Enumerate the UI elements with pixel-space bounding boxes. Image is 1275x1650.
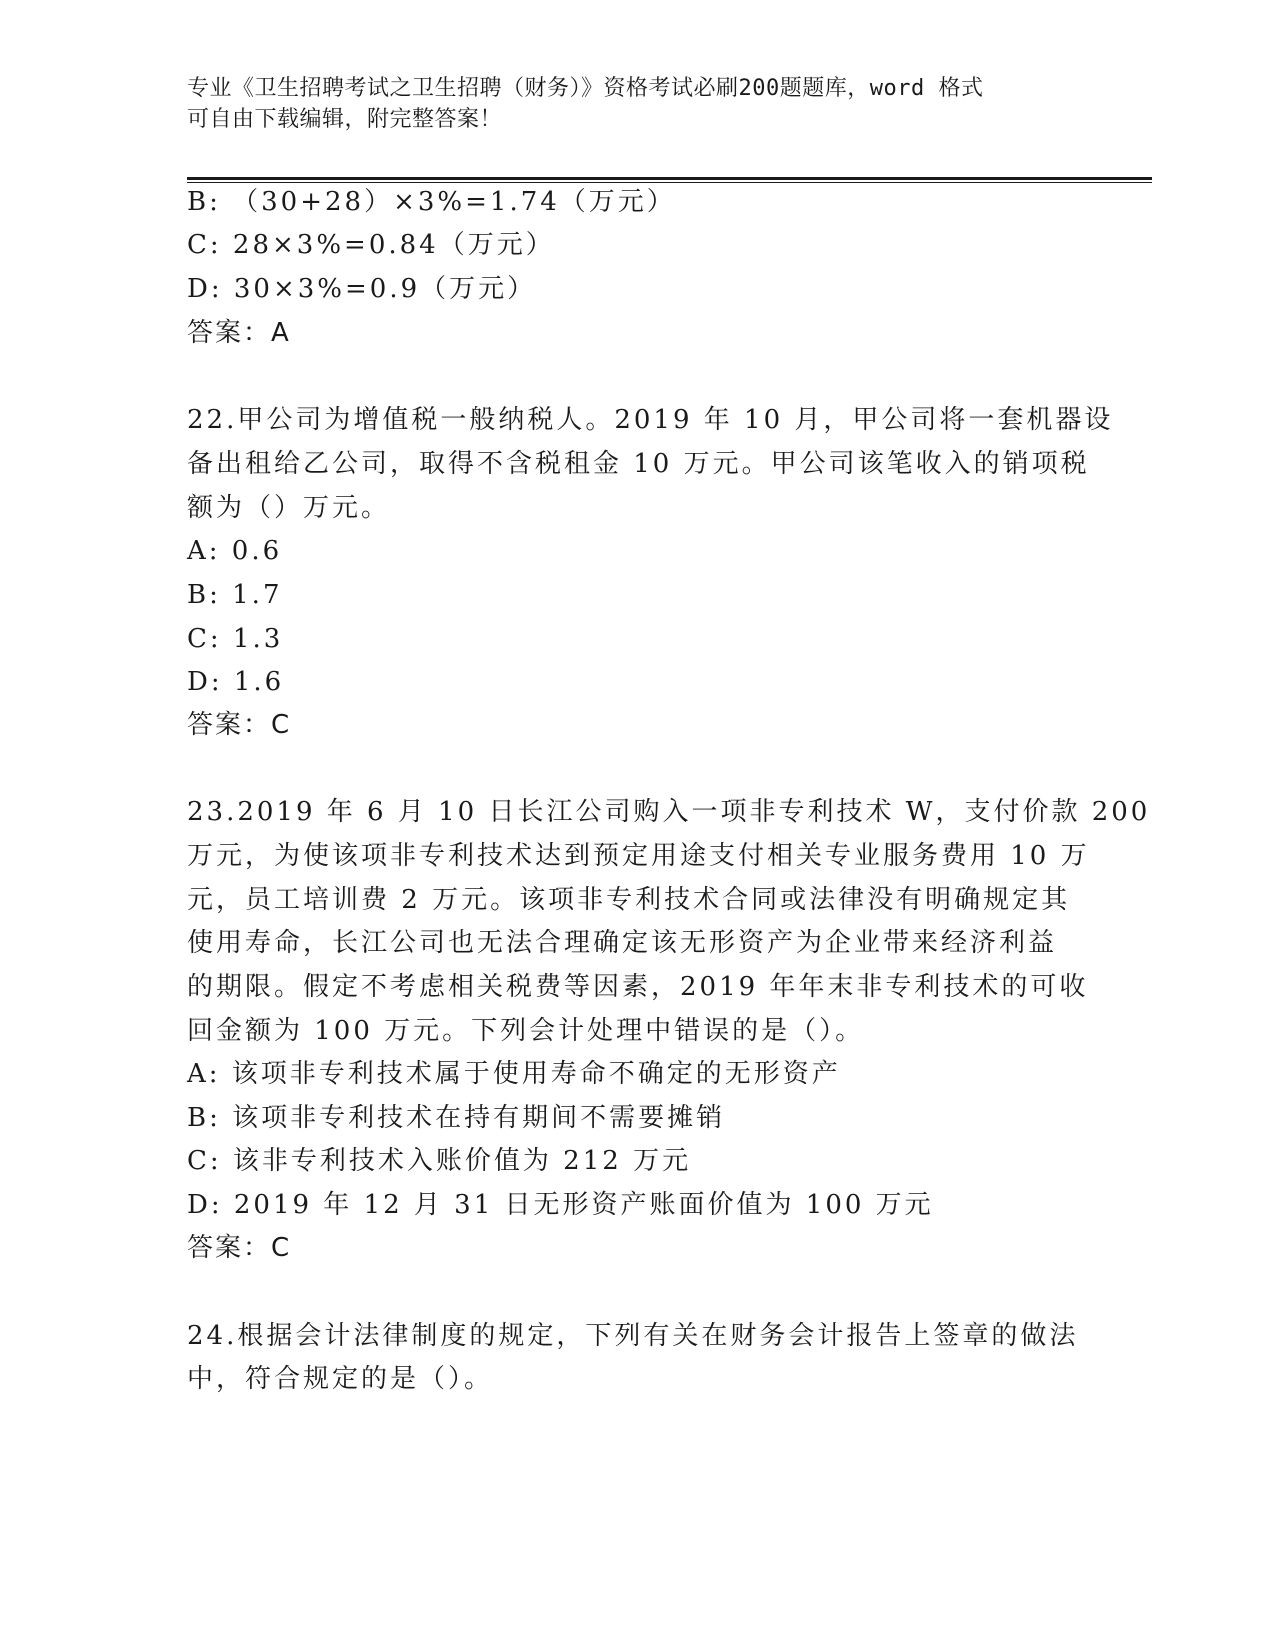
q21-option-c: C: 28×3%=0.84（万元）	[187, 230, 555, 260]
q22-option-b: B: 1.7	[187, 580, 283, 610]
q23-option-b: B: 该项非专利技术在持有期间不需要摊销	[187, 1103, 726, 1133]
q23-stem-line-3: 元，员工培训费 2 万元。该项非专利技术合同或法律没有明确规定其	[187, 885, 1071, 915]
q24-stem-line-2: 中，符合规定的是（）。	[187, 1364, 494, 1394]
header-divider-thick	[187, 177, 1152, 180]
q22-option-d: D: 1.6	[187, 667, 285, 697]
header-line-2: 可自由下载编辑，附完整答案！	[187, 107, 503, 132]
q23-stem-line-6: 回金额为 100 万元。下列会计处理中错误的是（）。	[187, 1016, 865, 1046]
q21-option-d: D: 30×3%=0.9（万元）	[187, 274, 537, 304]
q22-stem-line-2: 备出租给乙公司，取得不含税租金 10 万元。甲公司该笔收入的销项税	[187, 449, 1090, 479]
header-line-1: 专业《卫生招聘考试之卫生招聘（财务）》资格考试必刷200题题库，word 格式	[187, 76, 984, 101]
q23-stem-line-1: 23.2019 年 6 月 10 日长江公司购入一项非专利技术 W，支付价款 200	[187, 797, 1151, 827]
q23-stem-line-4: 使用寿命，长江公司也无法合理确定该无形资产为企业带来经济利益	[187, 928, 1058, 958]
q22-answer: 答案：C	[187, 710, 292, 740]
q23-option-c: C: 该非专利技术入账价值为 212 万元	[187, 1146, 692, 1176]
q23-stem-line-2: 万元，为使该项非专利技术达到预定用途支付相关专业服务费用 10 万	[187, 841, 1090, 871]
q22-stem-line-1: 22.甲公司为增值税一般纳税人。2019 年 10 月，甲公司将一套机器设	[187, 405, 1114, 435]
q22-option-c: C: 1.3	[187, 624, 284, 654]
page-header	[187, 73, 1067, 135]
q22-stem-line-3: 额为（）万元。	[187, 493, 391, 523]
q23-stem-line-5: 的期限。假定不考虑相关税费等因素，2019 年年末非专利技术的可收	[187, 972, 1089, 1002]
q22-option-a: A: 0.6	[187, 536, 283, 566]
q23-option-a: A: 该项非专利技术属于使用寿命不确定的无形资产	[187, 1059, 841, 1089]
q24-stem-line-1: 24.根据会计法律制度的规定，下列有关在财务会计报告上签章的做法	[187, 1321, 1079, 1351]
q21-answer: 答案：A	[187, 318, 291, 348]
q21-option-b: B: （30+28）×3%=1.74（万元）	[187, 187, 676, 217]
header-divider-thin	[187, 182, 1152, 183]
q23-option-d: D: 2019 年 12 月 31 日无形资产账面价值为 100 万元	[187, 1190, 934, 1220]
q23-answer: 答案：C	[187, 1233, 292, 1263]
